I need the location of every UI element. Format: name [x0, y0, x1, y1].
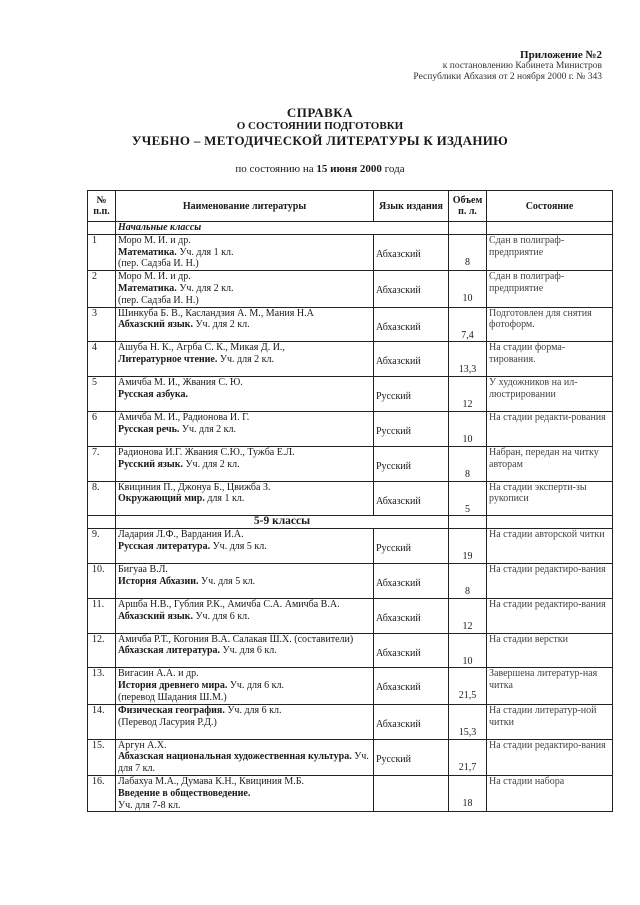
doc-title: СПРАВКА [286, 105, 354, 120]
table-row [88, 739, 613, 775]
row-title-bold: Литературное чтение. [118, 354, 218, 366]
row-title-line [118, 247, 371, 259]
row-title-line [118, 493, 371, 505]
row-authors: Амичба М. И., Радионова И. Г. [118, 411, 250, 423]
row-vol: 10 [449, 633, 487, 668]
section-row [88, 222, 613, 235]
row-state: На стадии редактиро-вания [487, 739, 613, 775]
appendix-line-2: Республики Абхазия от 2 ноября 2000 г. № 343 [413, 72, 602, 82]
row-extra: (пер. Садзба И. Н.) [118, 294, 199, 306]
row-vol: 8 [449, 234, 487, 270]
row-title-bold: Абхазский язык. [118, 610, 193, 622]
row-num: 13. [88, 668, 116, 704]
row-num: 16. [88, 775, 116, 811]
row-lang: Абхазский [374, 307, 449, 342]
section-state-cell [487, 516, 613, 529]
section-num-cell [88, 222, 116, 235]
row-lang: Абхазский [374, 563, 449, 598]
row-title-bold: Абхазская национальная художественная культура. [118, 751, 352, 763]
row-lang [374, 775, 449, 811]
row-title-line [118, 354, 371, 366]
row-vol: 15,3 [449, 704, 487, 739]
table-row [88, 481, 613, 516]
row-authors: Амичба Р.Т., Когония В.А. Салакая Ш.Х. (составители) [118, 633, 354, 645]
row-lang: Русский [374, 739, 449, 775]
table-row [88, 598, 613, 633]
row-title [116, 775, 374, 811]
row-authors: Ашуба Н. К., Агрба С. К., Микая Д. И., [118, 342, 285, 354]
row-lang: Русский [374, 411, 449, 446]
section-vol-cell [449, 516, 487, 529]
row-extra: (пер. Садзба И. Н.) [118, 258, 199, 270]
row-num: 15. [88, 739, 116, 775]
literature-table [87, 190, 613, 812]
row-title-rest: Уч. для 6 кл. [220, 645, 277, 657]
doc-subtitle: О СОСТОЯНИИ ПОДГОТОВКИ [236, 120, 404, 132]
row-num: 3 [88, 307, 116, 342]
row-title-bold: Абхазская литература. [118, 645, 221, 657]
row-title-rest: Уч. для 5 кл. [210, 540, 267, 552]
row-vol: 10 [449, 271, 487, 307]
row-title-line [118, 611, 371, 623]
row-title [116, 446, 374, 481]
table-row [88, 234, 613, 270]
row-title-line [118, 751, 371, 775]
row-num: 4 [88, 342, 116, 377]
section-label: Начальные классы [116, 222, 449, 235]
row-lang: Русский [374, 529, 449, 564]
appendix-block [302, 50, 602, 83]
row-authors: Радионова И.Г. Жвания С.Ю., Тужба Е.Л. [118, 446, 295, 458]
row-vol: 13,3 [449, 342, 487, 377]
row-title-line [118, 319, 371, 331]
table-row [88, 342, 613, 377]
row-vol: 21,7 [449, 739, 487, 775]
row-state: На стадии редактиро-вания [487, 598, 613, 633]
row-num: 2 [88, 271, 116, 307]
row-title-line [118, 680, 371, 692]
row-title-line [118, 424, 371, 436]
header-lang: Язык издания [374, 191, 449, 222]
row-state: Сдан в полиграф-предприятие [487, 234, 613, 270]
row-title-rest: Уч. для 2 кл. [182, 458, 240, 470]
table-row [88, 775, 613, 811]
row-vol: 8 [449, 446, 487, 481]
row-title [116, 234, 374, 270]
as-of-suffix: года [384, 163, 405, 175]
row-lang: Абхазский [374, 598, 449, 633]
row-title-bold: Физическая география. [118, 704, 225, 716]
as-of-prefix: по состоянию на [235, 163, 317, 175]
header-state: Состояние [487, 191, 613, 222]
row-title-line [118, 788, 371, 800]
table-row [88, 411, 613, 446]
row-num: 14. [88, 704, 116, 739]
row-title-bold: Абхазский язык. [118, 319, 193, 331]
table-body [88, 222, 613, 812]
row-state: Подготовлен для снятия фотоформ. [487, 307, 613, 342]
row-title-rest: Уч. для 6 кл. [227, 680, 284, 692]
row-title-line [118, 389, 371, 401]
doc-subject: УЧЕБНО – МЕТОДИЧЕСКОЙ ЛИТЕРАТУРЫ К ИЗДАНИЮ [131, 133, 509, 148]
row-vol: 7,4 [449, 307, 487, 342]
table-row [88, 307, 613, 342]
table-row [88, 446, 613, 481]
row-title-rest: Уч. для 6 кл. [192, 610, 250, 622]
appendix-line-1: к постановлению Кабинета Министров [442, 61, 602, 71]
row-num: 12. [88, 633, 116, 668]
row-num: 5 [88, 377, 116, 412]
row-title-rest: Уч. для 7 кл. [118, 751, 369, 775]
row-authors: Лабахуа М.А., Думава К.Н., Квициния М.Б. [118, 775, 304, 787]
row-lang: Русский [374, 377, 449, 412]
row-state: На стадии авторской читки [487, 529, 613, 564]
row-authors: Вигасин А.А. и др. [118, 668, 199, 680]
row-title-bold: Математика. [118, 282, 177, 294]
row-state: На стадии набора [487, 775, 613, 811]
section-label: 5-9 классы [116, 516, 449, 529]
row-title-rest: Уч. для 2 кл. [217, 354, 275, 366]
row-title-rest: для 1 кл. [204, 493, 245, 505]
row-title [116, 704, 374, 739]
row-authors: Квициния П., Джонуа Б., Цвижба З. [118, 481, 271, 493]
row-extra: (перевод Шадания Ш.М.) [118, 691, 227, 703]
row-vol: 12 [449, 598, 487, 633]
row-title-rest: Уч. для 5 кл. [198, 575, 256, 587]
section-num-cell [88, 516, 116, 529]
row-state: На стадии верстки [487, 633, 613, 668]
row-state: На стадии литератур-ной читки [487, 704, 613, 739]
row-lang: Абхазский [374, 704, 449, 739]
row-authors: Шинкуба Б. В., Касландзия А. М., Мания Н.А [118, 307, 314, 319]
as-of-date-value: 15 июня 2000 [316, 163, 385, 175]
section-vol-cell [449, 222, 487, 235]
row-lang: Абхазский [374, 234, 449, 270]
row-num: 7. [88, 446, 116, 481]
row-num: 11. [88, 598, 116, 633]
row-extra: Уч. для 7-8 кл. [118, 799, 181, 811]
header-name: Наименование литературы [116, 191, 374, 222]
row-state: Сдан в полиграф-предприятие [487, 271, 613, 307]
header-num: № п.п. [88, 191, 116, 222]
row-title [116, 271, 374, 307]
row-num: 10. [88, 563, 116, 598]
row-title [116, 529, 374, 564]
table-row [88, 668, 613, 704]
row-num: 6 [88, 411, 116, 446]
row-title-line [118, 705, 371, 717]
row-title-bold: Русский язык. [118, 458, 183, 470]
row-title-bold: Русская азбука. [118, 388, 188, 400]
row-vol: 8 [449, 563, 487, 598]
row-authors: Аршба Н.В., Гублия Р.К., Амичба С.А. Амичба В.А. [118, 598, 340, 610]
row-title [116, 377, 374, 412]
row-state: На стадии редакти-рования [487, 411, 613, 446]
row-lang: Абхазский [374, 271, 449, 307]
row-title-rest: Уч. для 2 кл. [179, 423, 237, 435]
table-row [88, 704, 613, 739]
row-title [116, 342, 374, 377]
as-of-date [0, 163, 640, 175]
row-state: Набран, передан на читку авторам [487, 446, 613, 481]
section-state-cell [487, 222, 613, 235]
row-title-bold: Русская литература. [118, 540, 211, 552]
table-row [88, 633, 613, 668]
row-authors: Моро М. И. и др. [118, 234, 191, 246]
row-title [116, 481, 374, 516]
row-title [116, 307, 374, 342]
row-title [116, 668, 374, 704]
row-title-rest: Уч. для 2 кл. [176, 282, 234, 294]
row-vol: 10 [449, 411, 487, 446]
row-title-line [118, 645, 371, 657]
row-title [116, 411, 374, 446]
row-authors: Моро М. И. и др. [118, 271, 191, 283]
row-vol: 19 [449, 529, 487, 564]
row-title-bold: Введение в обществоведение. [118, 787, 251, 799]
row-title-bold: Математика. [118, 246, 177, 258]
row-title-line [118, 459, 371, 471]
row-title-rest: Уч. для 2 кл. [192, 319, 250, 331]
row-state: На стадии эксперти-зы рукописи [487, 481, 613, 516]
row-title [116, 633, 374, 668]
row-extra: (Перевод Ласурия Р.Д.) [118, 716, 217, 728]
row-title-bold: Русская речь. [118, 423, 180, 435]
row-num: 1 [88, 234, 116, 270]
document-titles [0, 106, 640, 148]
header-vol: Объем п. л. [449, 191, 487, 222]
row-num: 9. [88, 529, 116, 564]
appendix-title: Приложение №2 [520, 49, 602, 61]
row-authors: Амичба М. И., Жвания С. Ю. [118, 377, 243, 389]
row-title-rest: Уч. для 6 кл. [224, 704, 282, 716]
table-header-row [88, 191, 613, 222]
row-state: У художников на ил-люстрировании [487, 377, 613, 412]
row-title-bold: Окружающий мир. [118, 493, 205, 505]
table-row [88, 563, 613, 598]
row-title-line [118, 541, 371, 553]
row-state: Завершена литератур-ная читка [487, 668, 613, 704]
row-title [116, 739, 374, 775]
row-lang: Абхазский [374, 633, 449, 668]
row-state: На стадии форма-тирования. [487, 342, 613, 377]
row-state: На стадии редактиро-вания [487, 563, 613, 598]
row-lang: Абхазский [374, 481, 449, 516]
section-row [88, 516, 613, 529]
row-lang: Абхазский [374, 668, 449, 704]
row-lang: Русский [374, 446, 449, 481]
row-title-rest: Уч. для 1 кл. [176, 246, 234, 258]
row-title-line [118, 283, 371, 295]
row-authors: Бигуаа В.Л. [118, 563, 168, 575]
table-row [88, 271, 613, 307]
row-vol: 5 [449, 481, 487, 516]
row-lang: Абхазский [374, 342, 449, 377]
row-title-line [118, 576, 371, 588]
row-vol: 21,5 [449, 668, 487, 704]
row-title-bold: История древнего мира. [118, 680, 228, 692]
row-num: 8. [88, 481, 116, 516]
table-row [88, 529, 613, 564]
row-authors: Аргун А.Х. [118, 739, 167, 751]
row-title [116, 563, 374, 598]
table-row [88, 377, 613, 412]
row-title [116, 598, 374, 633]
row-vol: 18 [449, 775, 487, 811]
row-title-bold: История Абхазии. [118, 575, 199, 587]
row-vol: 12 [449, 377, 487, 412]
row-authors: Ладария Л.Ф., Вардания И.А. [118, 529, 244, 541]
